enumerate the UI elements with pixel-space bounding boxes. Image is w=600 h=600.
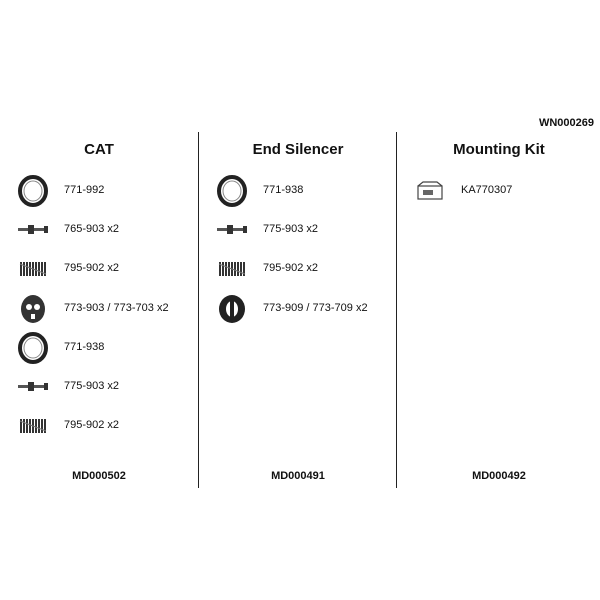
- spring-icon: [215, 252, 249, 286]
- reference-number: WN000269: [538, 117, 594, 129]
- ring-gasket-icon: [16, 174, 50, 208]
- list-item: [0, 331, 198, 365]
- list-item: [397, 174, 600, 208]
- item-label: 795-902 x2: [263, 262, 319, 274]
- list-item: [199, 292, 397, 326]
- bolt-icon: [16, 213, 50, 247]
- column-title: End Silencer: [252, 141, 344, 158]
- column-code: MD000502: [72, 470, 126, 482]
- list-item: [199, 174, 397, 208]
- item-label: 775-903 x2: [64, 380, 120, 392]
- ring-gasket-icon: [16, 331, 50, 365]
- list-item: [199, 213, 397, 247]
- item-label: KA770307: [461, 184, 513, 196]
- column-mounting-kit: [396, 132, 600, 488]
- bolt-icon: [16, 370, 50, 404]
- rubber-hanger-icon: [16, 292, 50, 326]
- spring-icon: [16, 409, 50, 443]
- list-item: [0, 213, 198, 247]
- column-code: MD000492: [472, 470, 526, 482]
- item-label: 765-903 x2: [64, 223, 120, 235]
- list-item: [0, 174, 198, 208]
- list-item: [199, 252, 397, 286]
- column-title: Mounting Kit: [453, 141, 545, 158]
- bolt-icon: [215, 213, 249, 247]
- ring-gasket-icon: [215, 174, 249, 208]
- item-label: 771-938: [263, 184, 304, 196]
- list-item: [0, 252, 198, 286]
- item-label: 775-903 x2: [263, 223, 319, 235]
- item-label: 771-938: [64, 341, 105, 353]
- column-end-silencer: [198, 132, 397, 488]
- item-label: 773-909 / 773-709 x2: [263, 302, 368, 314]
- column-cat: [0, 132, 198, 488]
- list-item: [0, 370, 198, 404]
- item-label: 795-902 x2: [64, 262, 120, 274]
- column-title: CAT: [84, 141, 114, 158]
- column-code: MD000491: [271, 470, 325, 482]
- list-item: [0, 409, 198, 443]
- rubber-hanger-icon: [215, 292, 249, 326]
- spring-icon: [16, 252, 50, 286]
- item-label: 773-903 / 773-703 x2: [64, 302, 169, 314]
- item-label: 795-902 x2: [64, 419, 120, 431]
- list-item: [0, 292, 198, 326]
- kit-box-icon: [413, 174, 447, 208]
- item-label: 771-992: [64, 184, 105, 196]
